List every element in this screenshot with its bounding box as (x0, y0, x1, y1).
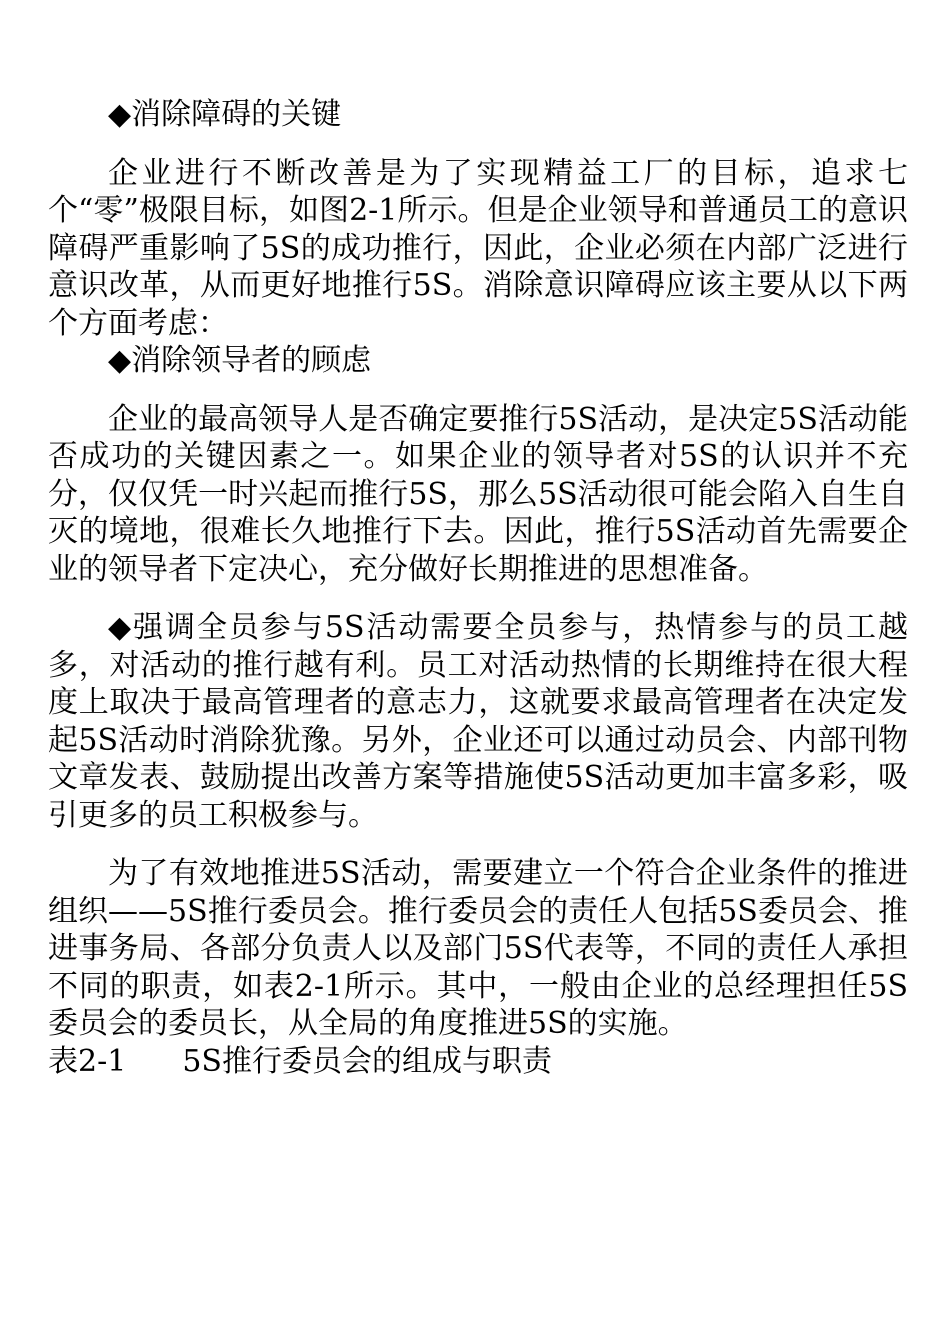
paragraph-full-participation: ◆强调全员参与5S活动需要全员参与，热情参与的员工越多，对活动的推行越有利。员工对活动热情的长期维持在很大程度上取决于最高管理者的意志力，这就要求最高管理者在决定发起5S活动时消除犹豫。另外，企业还可以通过动员会、内部刊物文章发表、鼓励提出改善方案等措施使5S活动更加丰富多彩，吸引更多的员工积极参与。 (48, 610, 908, 833)
paragraph-promotion-committee: 为了有效地推进5S活动，需要建立一个符合企业条件的推进组织——5S推行委员会。推行委员会的责任人包括5S委员会、推进事务局、各部分负责人以及部门5S代表等，不同的责任人承担不同的职责，如表2-1所示。其中，一般由企业的总经理担任5S委员会的委员长，从全局的角度推进5S的实施。 (48, 856, 908, 1041)
section-heading-remove-barriers: ◆消除障碍的关键 (108, 97, 342, 132)
paragraph-leader-decision: 企业的最高领导人是否确定要推行5S活动，是决定5S活动能否成功的关键因素之一。如果企业的领导者对5S的认识并不充分，仅仅凭一时兴起而推行5S，那么5S活动很可能会陷入自生自灭的境地，很难长久地推行下去。因此，推行5S活动首先需要企业的领导者下定决心，充分做好长期推进的思想准备。 (48, 401, 908, 587)
table-caption-title: 5S推行委员会的组成与职责 (182, 1043, 552, 1079)
section-heading-leader-concerns: ◆消除领导者的顾虑 (108, 343, 372, 378)
table-caption (48, 1043, 908, 1081)
paragraph-consciousness-reform: 企业进行不断改善是为了实现精益工厂的目标，追求七个“零”极限目标，如图2-1所示。但是企业领导和普通员工的意识障碍严重影响了5S的成功推行，因此，企业必须在内部广泛进行意识改革，从而更好地推行5S。消除意识障碍应该主要从以下两个方面考虑： (48, 155, 908, 341)
document-page (48, 96, 908, 1080)
table-caption-label: 表2-1 (48, 1043, 127, 1079)
